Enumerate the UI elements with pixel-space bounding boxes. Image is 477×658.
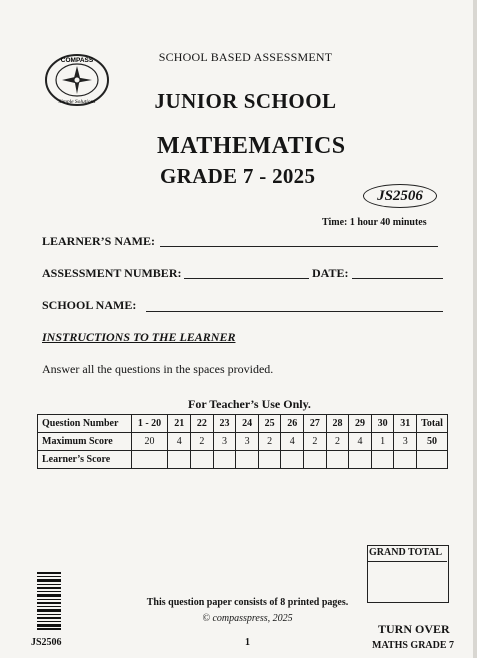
learner-name-label: LEARNER’S NAME: bbox=[42, 234, 156, 248]
table-cell: Question Number bbox=[38, 415, 132, 433]
table-cell: 4 bbox=[168, 433, 191, 451]
table-cell: 30 bbox=[371, 415, 394, 433]
table-cell: 24 bbox=[236, 415, 259, 433]
assessment-type: SCHOOL BASED ASSESSMENT bbox=[158, 50, 333, 64]
table-cell: 20 bbox=[131, 433, 168, 451]
assessment-number-line[interactable] bbox=[184, 278, 309, 279]
table-cell: Learner’s Score bbox=[38, 451, 132, 469]
pages-note: This question paper consists of 8 printed pages. bbox=[146, 597, 349, 608]
score-entry-cell[interactable] bbox=[131, 451, 168, 469]
instructions-heading: INSTRUCTIONS TO THE LEARNER bbox=[42, 330, 236, 344]
logo-top-text: COMPASS bbox=[60, 57, 94, 64]
learner-name-line[interactable] bbox=[160, 246, 438, 247]
table-cell: 3 bbox=[236, 433, 259, 451]
logo-bottom-text: Simple Solutions bbox=[58, 99, 96, 105]
school-name-line[interactable] bbox=[146, 311, 443, 312]
grand-total-label: GRAND TOTAL bbox=[369, 547, 443, 558]
score-entry-cell[interactable] bbox=[304, 451, 327, 469]
score-entry-cell[interactable] bbox=[213, 451, 236, 469]
table-cell: 2 bbox=[304, 433, 327, 451]
score-entry-cell[interactable] bbox=[394, 451, 417, 469]
table-cell: 4 bbox=[281, 433, 304, 451]
score-entry-cell[interactable] bbox=[417, 451, 448, 469]
table-cell: 28 bbox=[326, 415, 349, 433]
table-cell: 3 bbox=[213, 433, 236, 451]
table-cell: 29 bbox=[349, 415, 372, 433]
maximum-score-row bbox=[38, 433, 448, 451]
table-cell: 2 bbox=[326, 433, 349, 451]
paper-code-badge: JS2506 bbox=[363, 184, 437, 208]
turn-over: TURN OVER bbox=[378, 622, 450, 636]
table-cell: 26 bbox=[281, 415, 304, 433]
score-entry-cell[interactable] bbox=[349, 451, 372, 469]
grand-total-divider bbox=[367, 561, 447, 562]
table-cell: 27 bbox=[304, 415, 327, 433]
date-label: DATE: bbox=[312, 266, 349, 280]
table-cell: 2 bbox=[191, 433, 214, 451]
subject-grade-footer: MATHS GRADE 7 bbox=[372, 640, 455, 651]
page-number: 1 bbox=[245, 637, 250, 648]
question-number-row bbox=[38, 415, 448, 433]
table-cell: 1 - 20 bbox=[131, 415, 168, 433]
table-cell: 22 bbox=[191, 415, 214, 433]
learner-score-row bbox=[38, 451, 448, 469]
score-entry-cell[interactable] bbox=[326, 451, 349, 469]
date-line[interactable] bbox=[352, 278, 443, 279]
score-table bbox=[37, 414, 448, 469]
score-entry-cell[interactable] bbox=[236, 451, 259, 469]
table-cell: 21 bbox=[168, 415, 191, 433]
score-entry-cell[interactable] bbox=[258, 451, 281, 469]
time-allowed: Time: 1 hour 40 minutes bbox=[322, 217, 427, 228]
copyright: © compasspress, 2025 bbox=[202, 613, 293, 624]
table-cell: 3 bbox=[394, 433, 417, 451]
table-cell: Total bbox=[417, 415, 448, 433]
table-cell: 2 bbox=[258, 433, 281, 451]
table-cell: 25 bbox=[258, 415, 281, 433]
score-entry-cell[interactable] bbox=[168, 451, 191, 469]
score-entry-cell[interactable] bbox=[281, 451, 304, 469]
school-level: JUNIOR SCHOOL bbox=[154, 89, 337, 113]
school-name-label: SCHOOL NAME: bbox=[42, 298, 137, 312]
table-cell: 31 bbox=[394, 415, 417, 433]
teacher-use-title: For Teacher’s Use Only. bbox=[188, 397, 311, 411]
table-cell: 50 bbox=[417, 433, 448, 451]
score-entry-cell[interactable] bbox=[191, 451, 214, 469]
table-cell: 23 bbox=[213, 415, 236, 433]
grade-title: GRADE 7 - 2025 bbox=[160, 164, 316, 188]
barcode-code: JS2506 bbox=[31, 637, 62, 648]
table-cell: 4 bbox=[349, 433, 372, 451]
subject-title: MATHEMATICS bbox=[157, 133, 346, 159]
assessment-number-label: ASSESSMENT NUMBER: bbox=[42, 266, 182, 280]
score-entry-cell[interactable] bbox=[371, 451, 394, 469]
table-cell: 1 bbox=[371, 433, 394, 451]
instructions-text: Answer all the questions in the spaces provided. bbox=[42, 362, 274, 376]
table-cell: Maximum Score bbox=[38, 433, 132, 451]
